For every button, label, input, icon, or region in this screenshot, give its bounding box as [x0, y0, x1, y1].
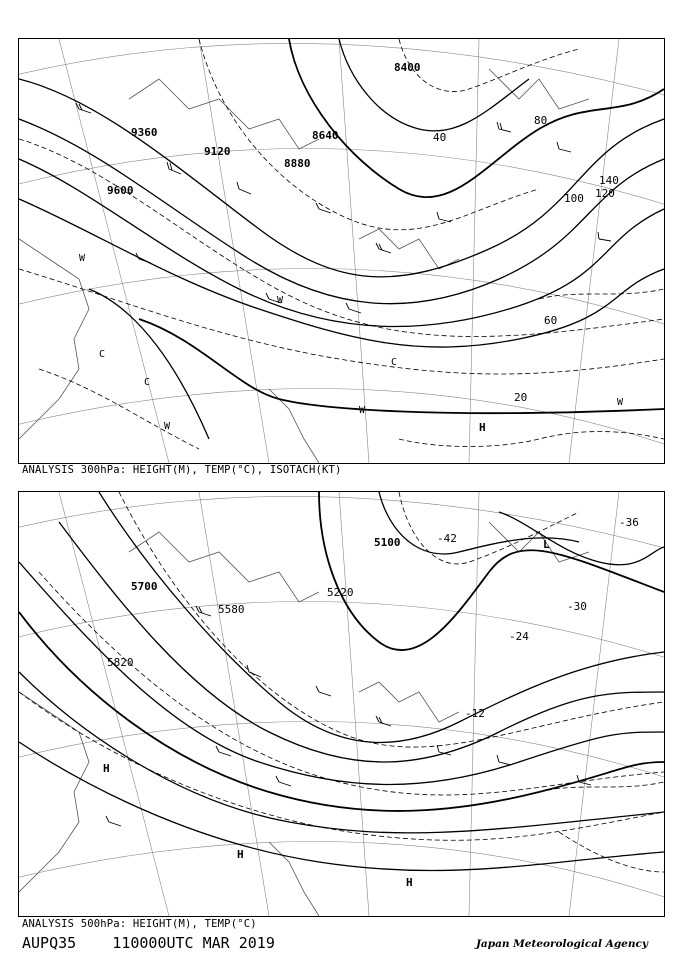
height-label: 5220	[327, 586, 354, 599]
temp-label: -12	[465, 707, 485, 720]
warm-center: W	[79, 253, 86, 264]
chart-header	[22, 934, 275, 952]
isotach-label: 100	[564, 192, 584, 205]
graticule	[19, 39, 664, 463]
warm-center: W	[359, 405, 366, 416]
isotach-label: 140	[599, 174, 619, 187]
warm-center: W	[277, 295, 284, 306]
agency-name: Japan Meteorological Agency	[475, 938, 648, 950]
map-300hpa-canvas	[19, 39, 664, 463]
cold-center: C	[391, 357, 398, 368]
height-label: 9120	[204, 145, 231, 158]
isotach-label: 20	[514, 391, 528, 404]
temp-label: -24	[509, 630, 529, 643]
chart-id: AUPQ35	[22, 934, 77, 952]
isotherms	[19, 39, 664, 449]
high-center: H	[237, 848, 244, 861]
temp-label: -36	[619, 516, 639, 529]
valid-time: 110000UTC MAR 2019	[112, 934, 275, 952]
isotach-label: 60	[544, 314, 558, 327]
map-500hpa-canvas	[19, 492, 664, 916]
height-label: 5100	[374, 536, 401, 549]
graticule	[19, 492, 664, 916]
cold-center: C	[144, 377, 151, 388]
high-center: H	[406, 876, 413, 889]
height-contours	[19, 492, 664, 871]
height-label: 8640	[312, 129, 339, 142]
caption-500hpa: ANALYSIS 500hPa: HEIGHT(M), TEMP(°C)	[22, 918, 257, 930]
caption-300hpa: ANALYSIS 300hPa: HEIGHT(M), TEMP(°C), ISOTACH(KT)	[22, 464, 342, 476]
map-300hpa	[18, 38, 665, 464]
height-label: 9360	[131, 126, 158, 139]
height-label: 5580	[218, 603, 245, 616]
isotach-label: 80	[534, 114, 548, 127]
warm-center: W	[164, 421, 171, 432]
isotach-label: 120	[595, 187, 615, 200]
isotach-label: 40	[433, 131, 447, 144]
height-contours	[19, 39, 664, 439]
height-label: 5700	[131, 580, 158, 593]
temp-label: -42	[437, 532, 457, 545]
cold-center: C	[99, 349, 106, 360]
map-500hpa	[18, 491, 665, 917]
high-center: H	[103, 762, 110, 775]
high-center: H	[479, 421, 486, 434]
height-label: 5820	[107, 656, 134, 669]
height-label: 9600	[107, 184, 134, 197]
warm-center: W	[617, 397, 624, 408]
height-label: 8400	[394, 61, 421, 74]
low-center: L	[543, 538, 550, 551]
height-label: 8880	[284, 157, 311, 170]
temp-label: -30	[567, 600, 587, 613]
